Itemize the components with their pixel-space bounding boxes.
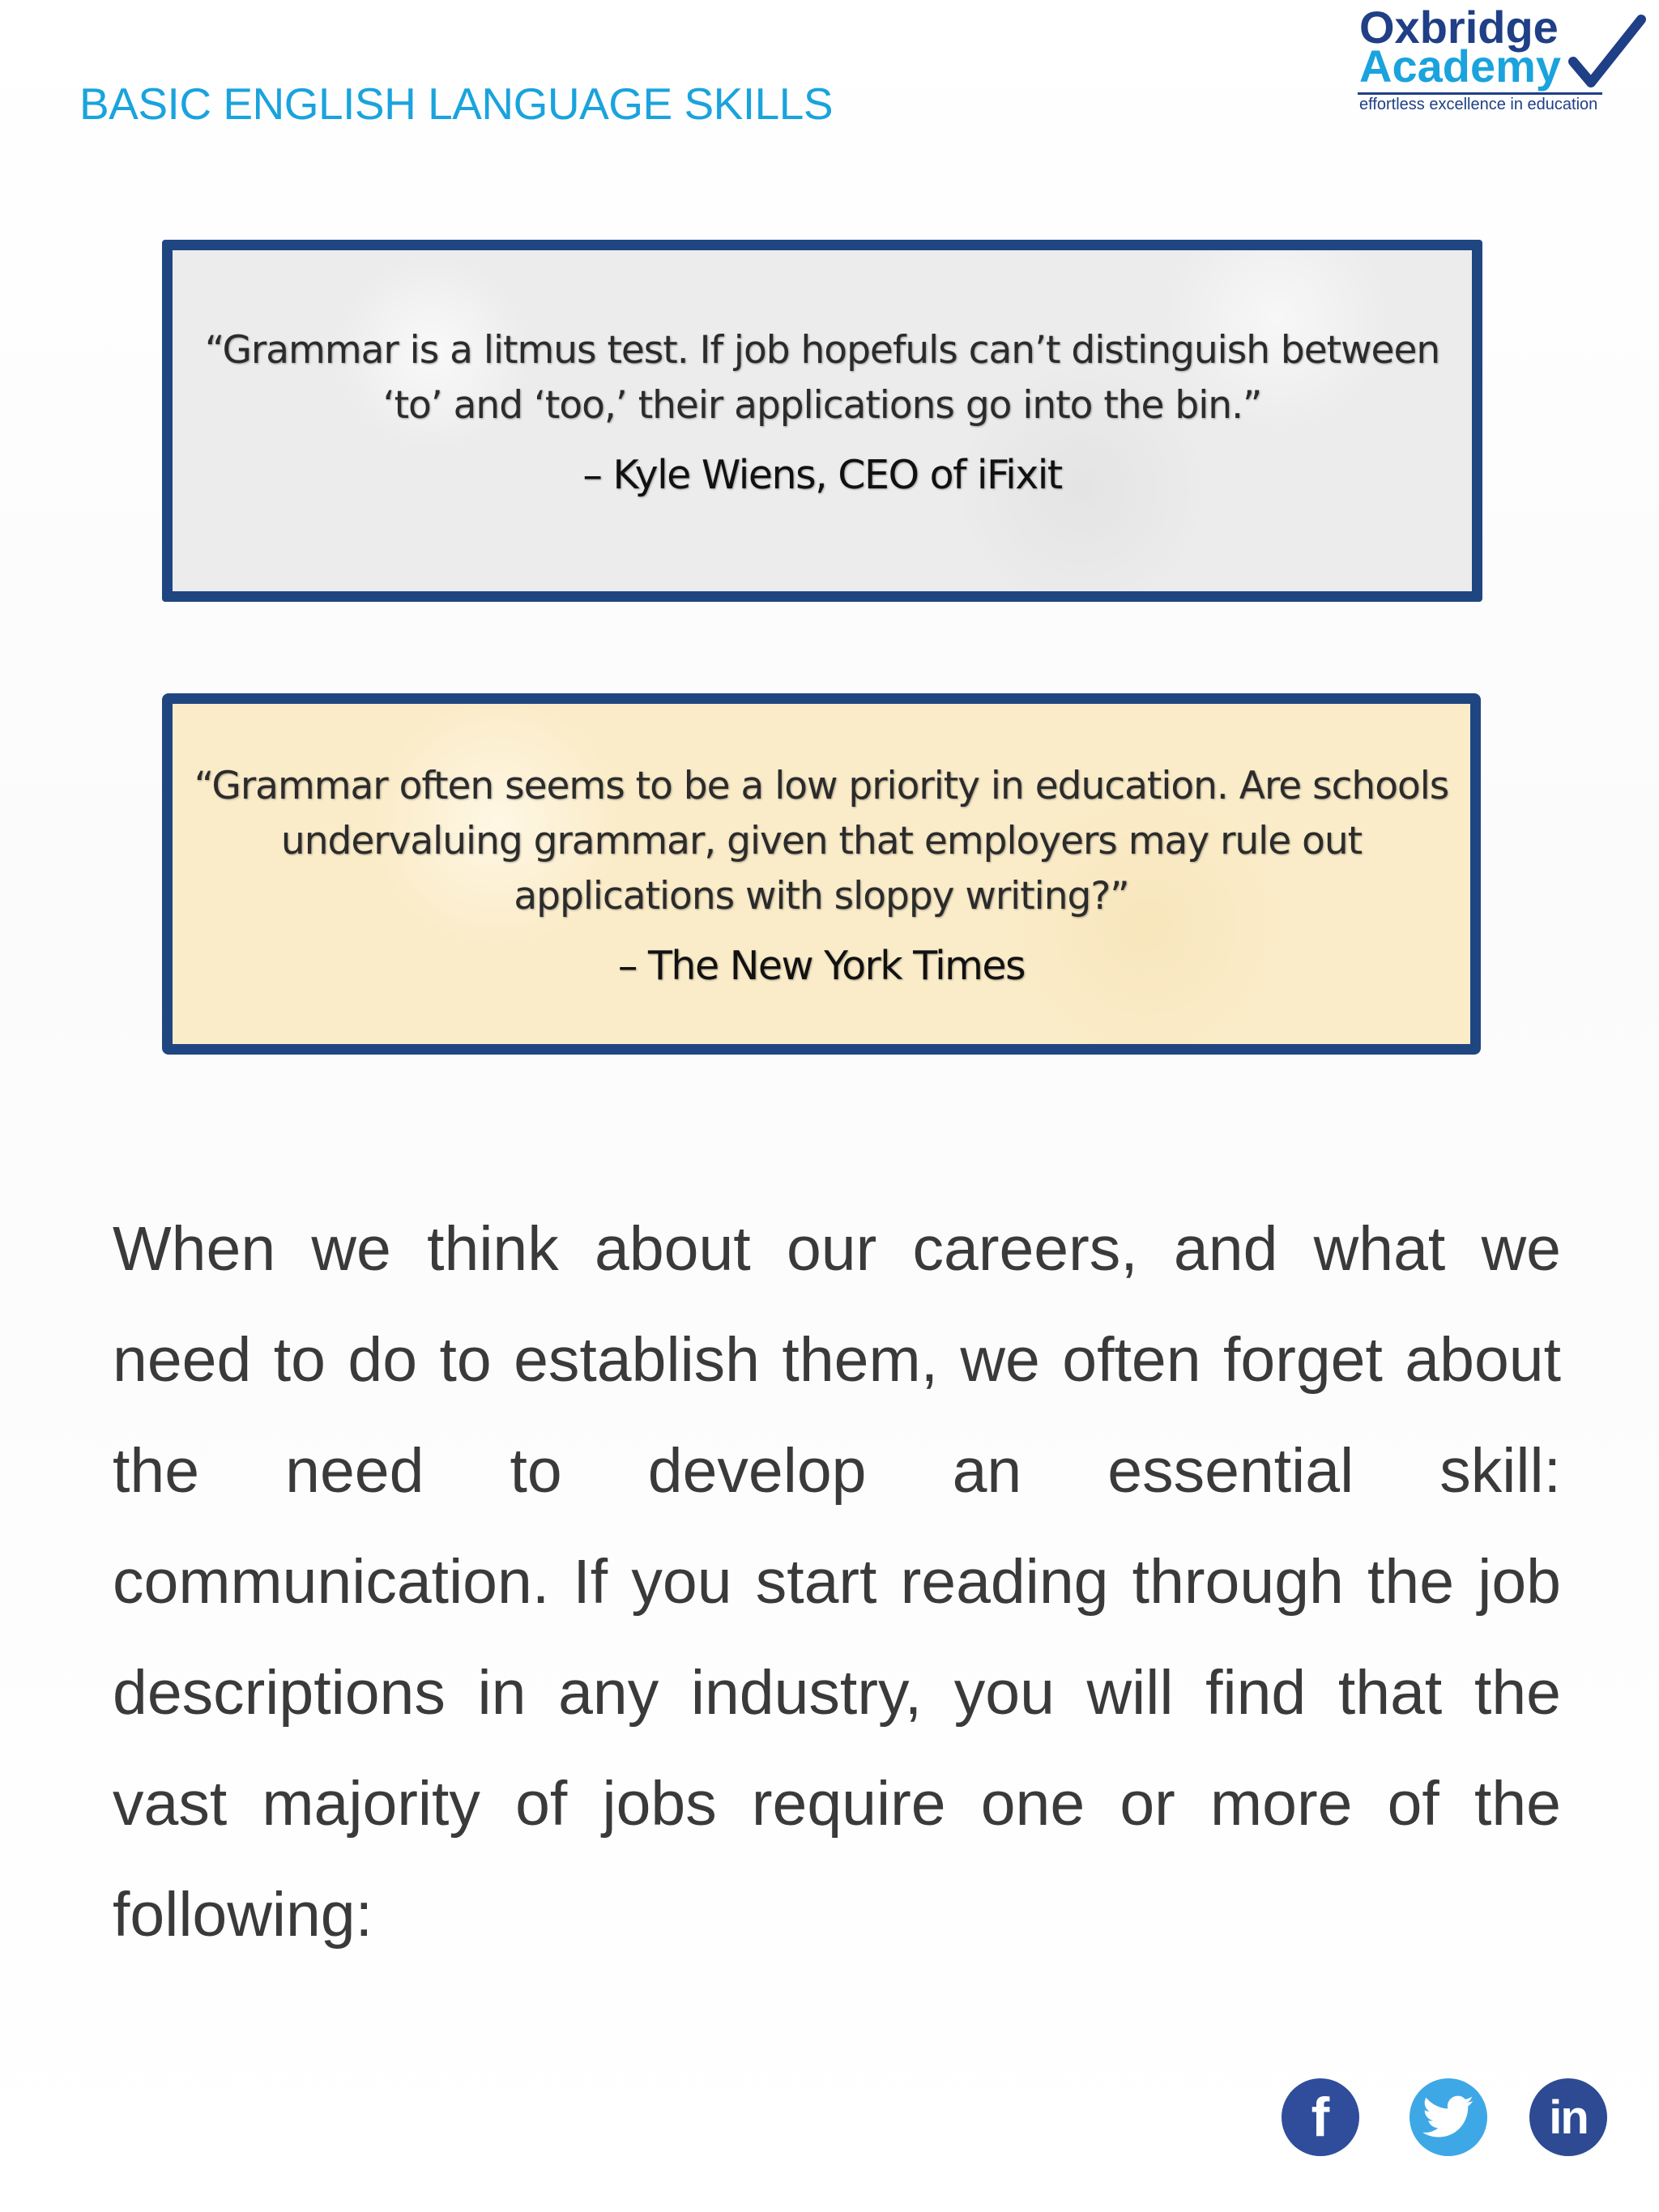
section-title: BASIC ENGLISH LANGUAGE SKILLS	[79, 79, 834, 129]
quote-author: – The New York Times	[617, 943, 1026, 989]
logo-tagline: effortless excellence in education	[1359, 96, 1598, 113]
facebook-button[interactable]	[1282, 2078, 1359, 2156]
twitter-button[interactable]	[1410, 2078, 1487, 2156]
logo-name-line1: Oxbridge	[1359, 2, 1559, 53]
facebook-icon: f	[1311, 2086, 1330, 2148]
checkmark-icon	[1567, 11, 1648, 100]
linkedin-icon: in	[1549, 2091, 1588, 2144]
quote-text: “Grammar often seems to be a low priority in education. Are schools undervaluing grammar, given that employers may rule out applications with sloppy writing?”	[194, 764, 1449, 918]
quote-author: – Kyle Wiens, CEO of iFixit	[582, 452, 1062, 498]
logo-name-line2: Academy	[1359, 40, 1562, 92]
quote-box-new-york-times	[162, 693, 1481, 1055]
oxbridge-academy-logo[interactable]	[1358, 2, 1649, 126]
quote-text: “Grammar is a litmus test. If job hopefuls can’t distinguish between ‘to’ and ‘too,’ their applications go into the bin.”	[204, 328, 1440, 428]
body-paragraph: When we think about our careers, and what we need to do to establish them, we often forget about the need to develop an essential skill: communication. If you start reading through the job descriptions in any industry, you will find that the vast majority of jobs require one or more of the following:	[113, 1214, 1561, 1950]
quote-box-kyle-wiens	[162, 240, 1482, 602]
logo-divider	[1358, 92, 1602, 95]
twitter-icon	[1422, 2095, 1474, 2140]
linkedin-button[interactable]	[1529, 2078, 1607, 2156]
